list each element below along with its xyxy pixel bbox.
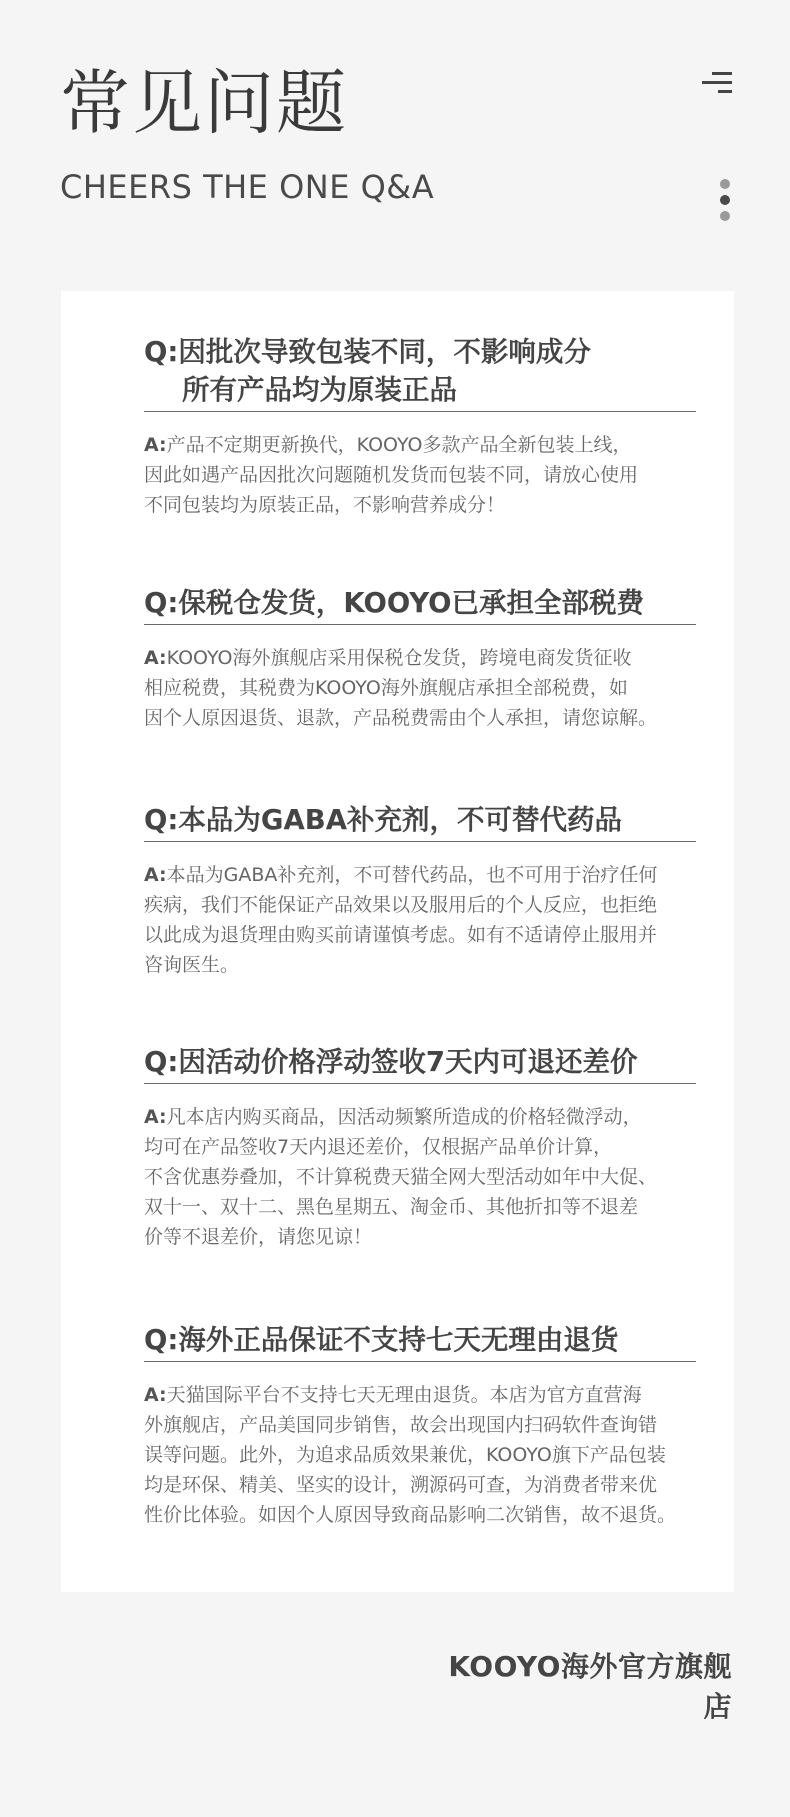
page-title: 常见问题 [60, 62, 348, 144]
question-line: 保税仓发货，KOOYO已承担全部税费 [178, 587, 645, 619]
question-prefix: Q: [144, 336, 179, 368]
faq-card [61, 291, 734, 1592]
answer [144, 430, 696, 520]
answer [144, 860, 696, 980]
answer-line: 相应税费，其税费为KOOYO海外旗舰店承担全部税费，如 [144, 677, 628, 699]
answer-line: 价等不退差价，请您见谅！ [144, 1226, 373, 1248]
menu-lines-icon[interactable] [702, 72, 732, 94]
answer [144, 643, 696, 733]
vertical-dots-icon[interactable] [719, 178, 731, 222]
answer-line: 不同包装均为原装正品，不影响营养成分！ [144, 494, 506, 516]
answer-line: 均是环保、精美、坚实的设计，溯源码可查，为消费者带来优 [144, 1474, 658, 1496]
answer [144, 1380, 696, 1530]
answer-line: 凡本店内购买商品，因活动频繁所造成的价格轻微浮动， [166, 1106, 642, 1128]
question-line: 因活动价格浮动签收7天内可退还差价 [178, 1046, 638, 1078]
answer-line: 因此如遇产品因批次问题随机发货而包装不同，请放心使用 [144, 464, 639, 486]
question [144, 801, 696, 842]
question-line: 因批次导致包装不同，不影响成分 [178, 336, 591, 368]
question [144, 1321, 696, 1362]
question-prefix: Q: [144, 1046, 179, 1078]
answer-line: 咨询医生。 [144, 954, 240, 976]
question [144, 584, 696, 625]
qa-item [144, 801, 696, 980]
question-line: 所有产品均为原装正品 [182, 374, 457, 406]
question-prefix: Q: [144, 587, 179, 619]
answer-line: 性价比体验。如因个人原因导致商品影响二次销售，故不退货。 [144, 1504, 677, 1526]
answer-prefix: A: [144, 1106, 167, 1128]
store-name: KOOYO海外官方旗舰店 [448, 1650, 732, 1723]
answer-line: 以此成为退货理由购买前请谨慎考虑。如有不适请停止服用并 [144, 924, 658, 946]
question [144, 333, 696, 412]
answer-line: 天猫国际平台不支持七天无理由退货。本店为官方直营海 [166, 1384, 642, 1406]
question-line: 本品为GABA补充剂，不可替代药品 [178, 804, 622, 836]
answer-line: KOOYO海外旗舰店采用保税仓发货，跨境电商发货征收 [166, 647, 632, 669]
answer [144, 1102, 696, 1252]
answer-line: 均可在产品签收7天内退还差价，仅根据产品单价计算， [144, 1136, 613, 1158]
answer-line: 不含优惠券叠加，不计算税费天猫全网大型活动如年中大促、 [144, 1166, 658, 1188]
answer-line: 疾病，我们不能保证产品效果以及服用后的个人反应，也拒绝 [144, 894, 658, 916]
qa-item [144, 333, 696, 520]
answer-line: 本品为GABA补充剂，不可替代药品，也不可用于治疗任何 [166, 864, 658, 886]
qa-item [144, 584, 696, 733]
answer-line: 因个人原因退货、退款，产品税费需由个人承担，请您谅解。 [144, 707, 658, 729]
answer-line: 外旗舰店，产品美国同步销售，故会出现国内扫码软件查询错 [144, 1414, 658, 1436]
answer-line: 双十一、双十二、黑色星期五、淘金币、其他折扣等不退差 [144, 1196, 639, 1218]
answer-line: 误等问题。此外，为追求品质效果兼优，KOOYO旗下产品包装 [144, 1444, 666, 1466]
question-prefix: Q: [144, 1324, 179, 1356]
answer-prefix: A: [144, 1384, 167, 1406]
question [144, 1043, 696, 1084]
question-prefix: Q: [144, 804, 179, 836]
answer-prefix: A: [144, 864, 167, 886]
answer-prefix: A: [144, 434, 167, 456]
qa-item [144, 1043, 696, 1252]
answer-line: 产品不定期更新换代，KOOYO多款产品全新包装上线， [166, 434, 632, 456]
page-subtitle: CHEERS THE ONE Q&A [60, 168, 435, 206]
qa-item [144, 1321, 696, 1530]
answer-prefix: A: [144, 647, 167, 669]
question-line: 海外正品保证不支持七天无理由退货 [178, 1324, 619, 1356]
